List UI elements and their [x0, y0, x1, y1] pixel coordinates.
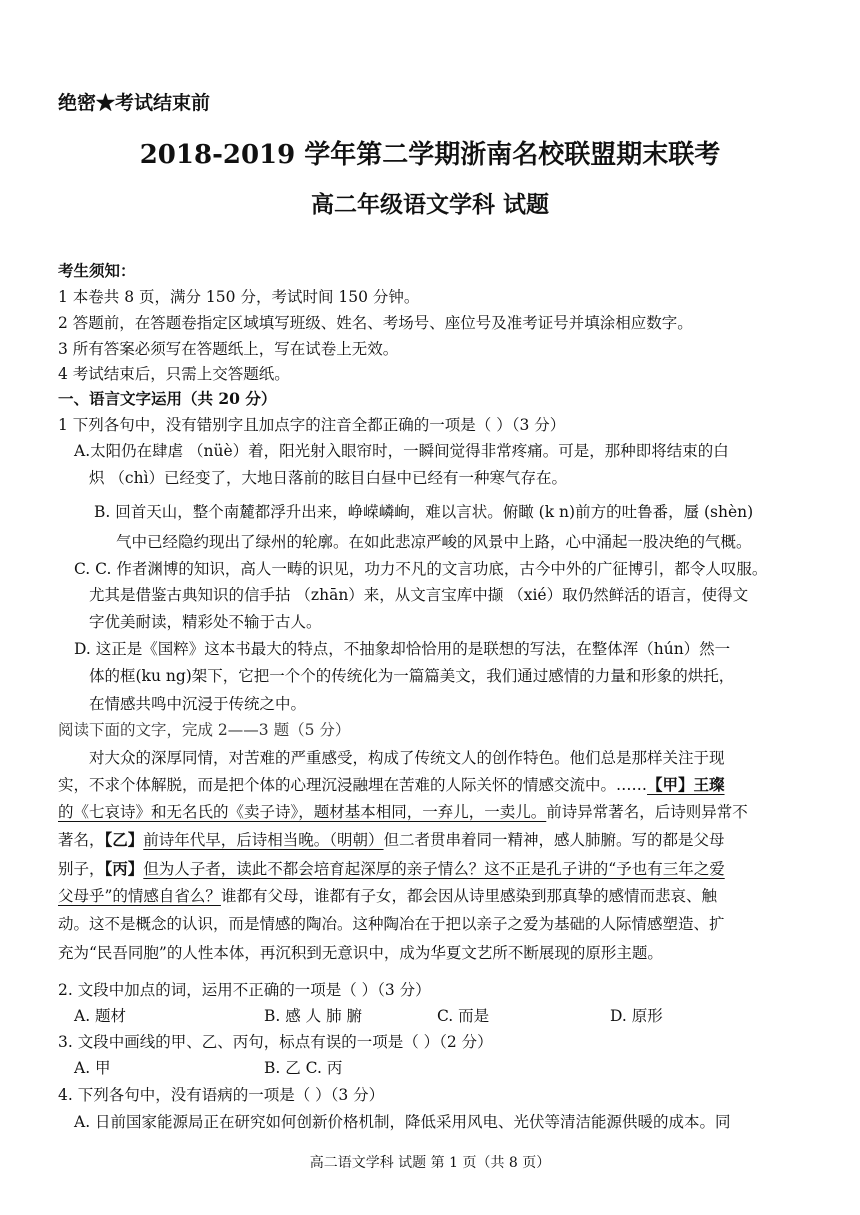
mark-yi: 【乙】	[104, 830, 144, 849]
question-1-option-a-cont: 炽 （chì）已经变了，大地日落前的眩目白昼中已经有一种寒气存在。	[89, 469, 568, 487]
question-3-option-bc: B. 乙 C. 丙	[264, 1059, 343, 1077]
question-1-option-c-cont: 尤其是借鉴古典知识的信手拈 （zhān）来，从文言宝库中撷 （xié）取仍然鲜活的语言，使得文	[89, 586, 749, 604]
underlined-sentence-bing-cont: 父母乎”的情感自省么？	[58, 887, 221, 905]
underlined-sentence-yi: 前诗年代早，后诗相当晚。（明朝）	[143, 831, 384, 849]
question-2-option-c: C. 而是	[437, 1007, 490, 1025]
exam-title: 2018-2019 学年第二学期浙南名校联盟期末联考	[139, 140, 721, 170]
reading-text: 著名，	[58, 831, 105, 849]
notice-item: 4 考试结束后，只需上交答题纸。	[58, 365, 290, 383]
question-2-option-b: B. 感 人 肺 腑	[264, 1007, 363, 1025]
notice-item: 2 答题前，在答题卷指定区域填写班级、姓名、考场号、座位号及准考证号并填涂相应数字。	[58, 314, 693, 332]
reading-text: 但二者贯串着同一精神，感人肺腑。写的都是父母	[383, 831, 725, 849]
reading-text: 实，不求个体解脱，而是把个体的心理沉浸融埋在苦难的人际关怀的情感交流中。……	[58, 776, 648, 794]
reading-intro: 阅读下面的文字，完成 2——3 题（5 分）	[58, 721, 351, 739]
question-1-option-b: B. 回首天山，整个南麓都浮升出来，峥嵘嶙峋，难以言状。俯瞰 (k n)前方的吐鲁番，蜃 (shèn)	[94, 503, 754, 521]
reading-paragraph	[58, 773, 725, 795]
page-footer: 高二语文学科 试题 第 1 页（共 8 页）	[309, 1155, 551, 1171]
reading-paragraph	[58, 800, 748, 822]
reading-paragraph: 对大众的深厚同情，对苦难的严重感受，构成了传统文人的创作特色。他们总是那样关注于现	[89, 749, 725, 767]
question-2-stem: 2. 文段中加点的词，运用不正确的一项是（ ）（3 分）	[58, 981, 431, 999]
reading-paragraph	[58, 884, 717, 906]
confidential-label: 绝密★考试结束前	[58, 92, 211, 114]
question-4-stem: 4. 下列各句中，没有语病的一项是（ ）（3 分）	[58, 1086, 385, 1104]
question-1-option-b-cont: 气中已经隐约现出了绿州的轮廓。在如此悲凉严峻的风景中上路，心中涌起一股决绝的气概。	[116, 533, 752, 551]
mark-bing: 【丙】	[104, 859, 144, 878]
question-1-option-c: C. C. 作者渊博的知识，高人一畴的识见，功力不凡的文言功底，古今中外的广征博引，都令人叹服。	[74, 560, 768, 578]
question-1-option-d: D. 这正是《国粹》这本书最大的特点，不抽象却恰恰用的是联想的写法，在整体浑（hún）然一	[74, 640, 731, 658]
reading-paragraph: 动。这不是概念的认识，而是情感的陶冶。这种陶冶在于把以亲子之爱为基础的人际情感塑造、扩	[58, 915, 725, 933]
reading-paragraph	[58, 857, 725, 879]
notice-item: 3 所有答案必须写在答题纸上，写在试卷上无效。	[58, 340, 399, 358]
underlined-sentence-bing: 但为人子者，读此不都会培育起深厚的亲子情么？这不正是孔子讲的“予也有三年之爱	[143, 860, 725, 878]
mark-jia: 【甲】王璨	[647, 775, 725, 794]
question-1-stem: 1 下列各句中，没有错别字且加点字的注音全都正确的一项是（ ）（3 分）	[58, 416, 566, 434]
question-2-option-d: D. 原形	[610, 1007, 663, 1025]
notice-heading: 考生须知：	[58, 261, 136, 280]
exam-subtitle: 高二年级语文学科 试题	[310, 191, 549, 218]
reading-text: 前诗异常著名，后诗则异常不	[546, 803, 748, 821]
reading-text: 谁都有父母，谁都有子女，都会因从诗里感染到那真挚的感情而悲哀、触	[220, 887, 717, 905]
question-1-option-a: A.太阳仍在肆虐 （nüè）着，阳光射入眼帘时，一瞬间觉得非常疼痛。可是，那种即将结束的白	[74, 442, 729, 460]
reading-text: 别子，	[58, 860, 105, 878]
notice-item: 1 本卷共 8 页，满分 150 分，考试时间 150 分钟。	[58, 288, 420, 306]
question-3-option-a: A. 甲	[74, 1059, 111, 1077]
section-heading: 一、语言文字运用（共 20 分）	[58, 389, 277, 408]
reading-paragraph: 充为“民吾同胞”的人性本体，再沉积到无意识中，成为华夏文艺所不断展现的原形主题。	[58, 944, 663, 962]
question-2-option-a: A. 题材	[74, 1007, 127, 1025]
question-1-option-c-cont: 字优美耐读，精彩处不输于古人。	[89, 613, 322, 631]
underlined-sentence-jia: 的《七哀诗》和无名氏的《卖子诗》，题材基本相同，一弃儿，一卖儿。	[58, 803, 547, 821]
question-3-stem: 3. 文段中画线的甲、乙、丙句，标点有误的一项是（ ）（2 分）	[58, 1033, 493, 1051]
question-1-option-d-cont: 体的框(ku ng)架下，它把一个个的传统化为一篇篇美文，我们通过感情的力量和形象的烘托，	[89, 667, 735, 685]
question-1-option-d-cont: 在情感共鸣中沉浸于传统之中。	[89, 695, 307, 713]
reading-paragraph	[58, 828, 725, 850]
question-4-option-a: A. 日前国家能源局正在研究如何创新价格机制，降低采用风电、光伏等清洁能源供暖的成本。同	[74, 1113, 731, 1131]
